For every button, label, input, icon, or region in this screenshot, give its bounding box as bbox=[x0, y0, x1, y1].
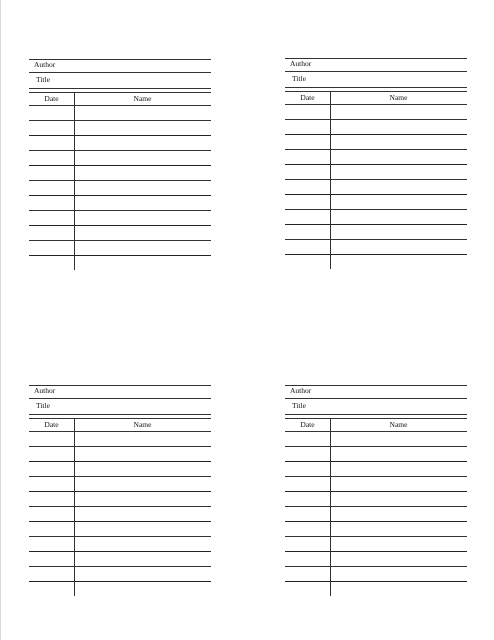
name-cell[interactable] bbox=[330, 446, 467, 461]
author-rule bbox=[285, 398, 467, 399]
date-cell[interactable] bbox=[285, 164, 330, 179]
card-row bbox=[29, 180, 211, 195]
name-cell[interactable] bbox=[330, 521, 467, 536]
card-row bbox=[29, 551, 211, 566]
date-cell[interactable] bbox=[285, 566, 330, 581]
card-row bbox=[285, 476, 467, 491]
card-row bbox=[29, 491, 211, 506]
name-cell[interactable] bbox=[330, 209, 467, 224]
card-row bbox=[285, 179, 467, 194]
date-column-header: Date bbox=[44, 420, 59, 429]
name-column-header: Name bbox=[389, 93, 408, 102]
name-cell[interactable] bbox=[74, 506, 211, 521]
card-row bbox=[285, 461, 467, 476]
column-divider bbox=[74, 419, 75, 596]
name-cell[interactable] bbox=[74, 150, 211, 165]
date-cell[interactable] bbox=[29, 120, 74, 135]
name-cell[interactable] bbox=[330, 119, 467, 134]
card-row bbox=[29, 255, 211, 270]
card-row bbox=[29, 431, 211, 446]
name-cell[interactable] bbox=[330, 491, 467, 506]
name-cell[interactable] bbox=[74, 431, 211, 446]
date-cell[interactable] bbox=[29, 135, 74, 150]
date-cell[interactable] bbox=[29, 240, 74, 255]
date-cell[interactable] bbox=[285, 446, 330, 461]
name-cell[interactable] bbox=[74, 105, 211, 120]
card-row bbox=[29, 120, 211, 135]
name-cell[interactable] bbox=[330, 476, 467, 491]
name-cell[interactable] bbox=[74, 180, 211, 195]
date-cell[interactable] bbox=[29, 210, 74, 225]
name-cell[interactable] bbox=[330, 551, 467, 566]
card-row bbox=[285, 209, 467, 224]
author-label: Author bbox=[34, 60, 56, 69]
date-cell[interactable] bbox=[285, 551, 330, 566]
name-cell[interactable] bbox=[330, 164, 467, 179]
name-cell[interactable] bbox=[74, 135, 211, 150]
name-cell[interactable] bbox=[330, 431, 467, 446]
name-cell[interactable] bbox=[74, 536, 211, 551]
date-cell[interactable] bbox=[29, 476, 74, 491]
date-cell[interactable] bbox=[29, 491, 74, 506]
name-cell[interactable] bbox=[74, 521, 211, 536]
date-cell[interactable] bbox=[29, 165, 74, 180]
name-cell[interactable] bbox=[330, 566, 467, 581]
column-divider bbox=[330, 419, 331, 596]
date-cell[interactable] bbox=[285, 254, 330, 269]
name-column-header: Name bbox=[389, 420, 408, 429]
date-cell[interactable] bbox=[29, 195, 74, 210]
author-label: Author bbox=[290, 386, 312, 395]
card-row bbox=[285, 254, 467, 269]
name-cell[interactable] bbox=[74, 120, 211, 135]
date-column-header: Date bbox=[44, 94, 59, 103]
date-cell[interactable] bbox=[29, 255, 74, 270]
name-cell[interactable] bbox=[330, 149, 467, 164]
library-card bbox=[285, 381, 467, 603]
card-row bbox=[285, 119, 467, 134]
card-row bbox=[285, 239, 467, 254]
date-column-header: Date bbox=[300, 93, 315, 102]
date-cell[interactable] bbox=[29, 105, 74, 120]
card-row bbox=[285, 134, 467, 149]
card-row bbox=[29, 566, 211, 581]
name-cell[interactable] bbox=[74, 581, 211, 596]
name-cell[interactable] bbox=[74, 195, 211, 210]
name-cell[interactable] bbox=[330, 536, 467, 551]
name-cell[interactable] bbox=[74, 566, 211, 581]
card-row bbox=[29, 446, 211, 461]
date-cell[interactable] bbox=[285, 104, 330, 119]
author-label: Author bbox=[34, 386, 56, 395]
date-cell[interactable] bbox=[285, 491, 330, 506]
title-label: Title bbox=[36, 75, 50, 84]
name-cell[interactable] bbox=[74, 225, 211, 240]
date-cell[interactable] bbox=[285, 179, 330, 194]
date-cell[interactable] bbox=[29, 536, 74, 551]
card-row bbox=[285, 431, 467, 446]
author-rule bbox=[285, 71, 467, 72]
card-row bbox=[29, 105, 211, 120]
card-row bbox=[285, 551, 467, 566]
date-cell[interactable] bbox=[285, 239, 330, 254]
date-cell[interactable] bbox=[29, 461, 74, 476]
library-card bbox=[29, 381, 211, 603]
table-top-rule bbox=[29, 92, 211, 93]
card-row bbox=[29, 150, 211, 165]
card-row bbox=[285, 536, 467, 551]
date-cell[interactable] bbox=[29, 150, 74, 165]
name-cell[interactable] bbox=[330, 461, 467, 476]
date-cell[interactable] bbox=[29, 566, 74, 581]
name-cell[interactable] bbox=[74, 165, 211, 180]
date-cell[interactable] bbox=[285, 506, 330, 521]
card-row bbox=[285, 446, 467, 461]
card-row bbox=[285, 149, 467, 164]
name-cell[interactable] bbox=[330, 506, 467, 521]
table-top-rule bbox=[29, 418, 211, 419]
date-cell[interactable] bbox=[285, 581, 330, 596]
card-row bbox=[29, 165, 211, 180]
date-cell[interactable] bbox=[285, 194, 330, 209]
title-label: Title bbox=[292, 74, 306, 83]
author-rule bbox=[29, 72, 211, 73]
name-cell[interactable] bbox=[330, 104, 467, 119]
date-cell[interactable] bbox=[285, 536, 330, 551]
card-top-rule bbox=[29, 385, 211, 386]
name-cell[interactable] bbox=[330, 254, 467, 269]
name-column-header: Name bbox=[133, 420, 152, 429]
name-cell[interactable] bbox=[330, 224, 467, 239]
name-cell[interactable] bbox=[330, 134, 467, 149]
date-cell[interactable] bbox=[29, 551, 74, 566]
card-row bbox=[285, 521, 467, 536]
date-cell[interactable] bbox=[29, 446, 74, 461]
card-row bbox=[29, 476, 211, 491]
name-cell[interactable] bbox=[74, 240, 211, 255]
card-row bbox=[285, 104, 467, 119]
card-row bbox=[29, 461, 211, 476]
date-column-header: Date bbox=[300, 420, 315, 429]
card-row bbox=[285, 224, 467, 239]
name-column-header: Name bbox=[133, 94, 152, 103]
title-label: Title bbox=[36, 401, 50, 410]
date-cell[interactable] bbox=[285, 461, 330, 476]
page-edge bbox=[0, 0, 1, 640]
card-top-rule bbox=[29, 59, 211, 60]
title-rule bbox=[285, 87, 467, 88]
author-rule bbox=[29, 398, 211, 399]
title-rule bbox=[29, 414, 211, 415]
table-top-rule bbox=[285, 91, 467, 92]
card-row bbox=[29, 240, 211, 255]
title-rule bbox=[29, 88, 211, 89]
name-cell[interactable] bbox=[74, 210, 211, 225]
card-row bbox=[29, 506, 211, 521]
column-divider bbox=[74, 93, 75, 270]
table-top-rule bbox=[285, 418, 467, 419]
card-row bbox=[29, 195, 211, 210]
author-label: Author bbox=[290, 59, 312, 68]
library-card bbox=[29, 55, 211, 277]
name-cell[interactable] bbox=[330, 581, 467, 596]
date-cell[interactable] bbox=[29, 581, 74, 596]
date-cell[interactable] bbox=[285, 224, 330, 239]
card-row bbox=[285, 566, 467, 581]
title-label: Title bbox=[292, 401, 306, 410]
card-top-rule bbox=[285, 385, 467, 386]
card-row bbox=[29, 521, 211, 536]
name-cell[interactable] bbox=[330, 194, 467, 209]
card-row bbox=[29, 536, 211, 551]
card-row bbox=[29, 210, 211, 225]
card-row bbox=[285, 164, 467, 179]
date-cell[interactable] bbox=[29, 506, 74, 521]
date-cell[interactable] bbox=[285, 521, 330, 536]
card-row bbox=[29, 135, 211, 150]
card-row bbox=[29, 581, 211, 596]
name-cell[interactable] bbox=[74, 461, 211, 476]
date-cell[interactable] bbox=[285, 476, 330, 491]
card-top-rule bbox=[285, 58, 467, 59]
date-cell[interactable] bbox=[285, 134, 330, 149]
name-cell[interactable] bbox=[74, 551, 211, 566]
name-cell[interactable] bbox=[74, 491, 211, 506]
card-row bbox=[285, 491, 467, 506]
date-cell[interactable] bbox=[285, 149, 330, 164]
date-cell[interactable] bbox=[285, 119, 330, 134]
date-cell[interactable] bbox=[285, 209, 330, 224]
column-divider bbox=[330, 92, 331, 269]
title-rule bbox=[285, 414, 467, 415]
name-cell[interactable] bbox=[74, 255, 211, 270]
name-cell[interactable] bbox=[330, 239, 467, 254]
library-card bbox=[285, 54, 467, 276]
date-cell[interactable] bbox=[29, 431, 74, 446]
date-cell[interactable] bbox=[29, 180, 74, 195]
name-cell[interactable] bbox=[74, 476, 211, 491]
card-row bbox=[285, 194, 467, 209]
date-cell[interactable] bbox=[285, 431, 330, 446]
date-cell[interactable] bbox=[29, 521, 74, 536]
card-row bbox=[29, 225, 211, 240]
date-cell[interactable] bbox=[29, 225, 74, 240]
card-row bbox=[285, 581, 467, 596]
name-cell[interactable] bbox=[330, 179, 467, 194]
name-cell[interactable] bbox=[74, 446, 211, 461]
card-row bbox=[285, 506, 467, 521]
